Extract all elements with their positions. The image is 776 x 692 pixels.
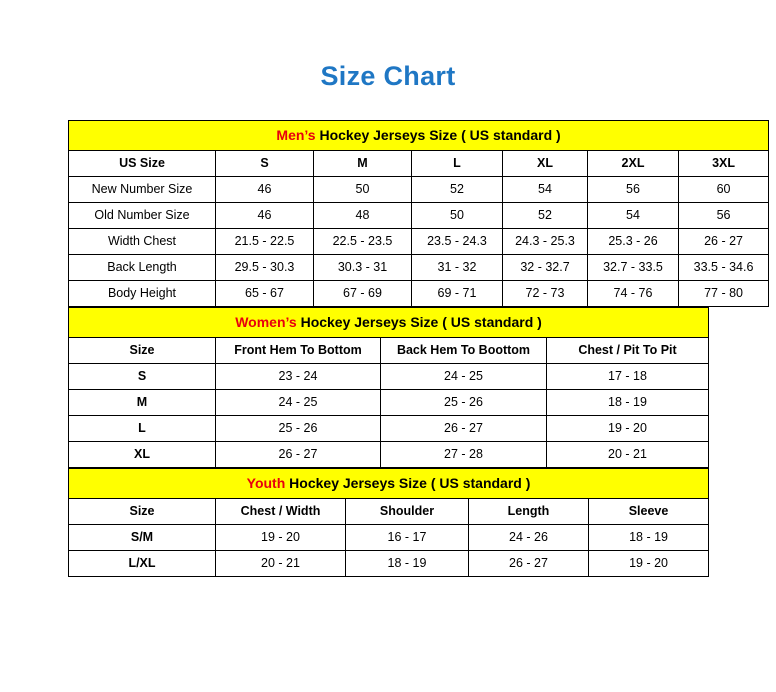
youth-col-4: Sleeve: [589, 498, 709, 524]
womens-section-header-row: [69, 307, 709, 337]
mens-row-2-label: Width Chest: [69, 228, 216, 254]
mens-row-3-cell-0: 29.5 - 30.3: [216, 254, 314, 280]
mens-row-1-cell-0: 46: [216, 202, 314, 228]
table-row: [69, 524, 709, 550]
mens-row-2-cell-0: 21.5 - 22.5: [216, 228, 314, 254]
mens-size-table: [68, 120, 769, 307]
womens-col-2: Back Hem To Boottom: [381, 337, 547, 363]
mens-section-header-rest: Hockey Jerseys Size ( US standard ): [315, 127, 561, 144]
womens-size-table: [68, 307, 709, 468]
mens-row-1-cell-5: 56: [679, 202, 769, 228]
youth-col-1: Chest / Width: [216, 498, 346, 524]
mens-row-0-cell-0: 46: [216, 176, 314, 202]
youth-col-2: Shoulder: [346, 498, 469, 524]
youth-row-1-cell-2: 26 - 27: [469, 550, 589, 576]
womens-row-2-cell-2: 19 - 20: [547, 415, 709, 441]
youth-row-1-cell-3: 19 - 20: [589, 550, 709, 576]
mens-row-2-cell-3: 24.3 - 25.3: [503, 228, 588, 254]
mens-col-2: M: [314, 150, 412, 176]
womens-col-0: Size: [69, 337, 216, 363]
womens-row-2-cell-1: 26 - 27: [381, 415, 547, 441]
mens-row-4-cell-1: 67 - 69: [314, 280, 412, 306]
youth-row-0-cell-1: 16 - 17: [346, 524, 469, 550]
womens-row-2-cell-0: 25 - 26: [216, 415, 381, 441]
mens-section-header-accent: Men’s: [276, 127, 316, 144]
womens-row-3-cell-0: 26 - 27: [216, 441, 381, 467]
mens-row-3-cell-1: 30.3 - 31: [314, 254, 412, 280]
womens-row-0-label: S: [69, 363, 216, 389]
mens-row-2-cell-1: 22.5 - 23.5: [314, 228, 412, 254]
mens-row-1-cell-3: 52: [503, 202, 588, 228]
youth-row-0-cell-2: 24 - 26: [469, 524, 589, 550]
mens-row-2-cell-2: 23.5 - 24.3: [412, 228, 503, 254]
mens-col-5: 2XL: [588, 150, 679, 176]
womens-section-header-accent: Women’s: [235, 314, 297, 331]
mens-row-0-cell-4: 56: [588, 176, 679, 202]
womens-section-header: [69, 307, 709, 337]
womens-row-3-cell-1: 27 - 28: [381, 441, 547, 467]
table-row: [69, 550, 709, 576]
mens-row-4-cell-0: 65 - 67: [216, 280, 314, 306]
mens-col-3: L: [412, 150, 503, 176]
mens-col-6: 3XL: [679, 150, 769, 176]
womens-col-3: Chest / Pit To Pit: [547, 337, 709, 363]
mens-column-header-row: [69, 150, 769, 176]
youth-section-header: [69, 468, 709, 498]
youth-section-header-rest: Hockey Jerseys Size ( US standard ): [285, 475, 531, 492]
mens-row-0-cell-2: 52: [412, 176, 503, 202]
mens-row-4-cell-5: 77 - 80: [679, 280, 769, 306]
mens-row-4-label: Body Height: [69, 280, 216, 306]
mens-row-4-cell-4: 74 - 76: [588, 280, 679, 306]
womens-row-1-label: M: [69, 389, 216, 415]
mens-row-3-cell-3: 32 - 32.7: [503, 254, 588, 280]
womens-row-3-label: XL: [69, 441, 216, 467]
womens-row-3-cell-2: 20 - 21: [547, 441, 709, 467]
tables-container: [68, 92, 754, 577]
mens-row-1-label: Old Number Size: [69, 202, 216, 228]
youth-row-1-cell-0: 20 - 21: [216, 550, 346, 576]
womens-row-1-cell-1: 25 - 26: [381, 389, 547, 415]
table-row: [69, 415, 709, 441]
womens-row-0-cell-0: 23 - 24: [216, 363, 381, 389]
mens-col-1: S: [216, 150, 314, 176]
mens-col-4: XL: [503, 150, 588, 176]
mens-row-3-cell-4: 32.7 - 33.5: [588, 254, 679, 280]
table-row: [69, 389, 709, 415]
page-title: Size Chart: [320, 61, 456, 91]
youth-row-0-label: S/M: [69, 524, 216, 550]
womens-row-1-cell-0: 24 - 25: [216, 389, 381, 415]
mens-row-1-cell-4: 54: [588, 202, 679, 228]
womens-row-1-cell-2: 18 - 19: [547, 389, 709, 415]
mens-col-0: US Size: [69, 150, 216, 176]
youth-col-3: Length: [469, 498, 589, 524]
mens-row-1-cell-1: 48: [314, 202, 412, 228]
womens-col-1: Front Hem To Bottom: [216, 337, 381, 363]
womens-row-0-cell-1: 24 - 25: [381, 363, 547, 389]
table-row: [69, 176, 769, 202]
mens-row-0-cell-5: 60: [679, 176, 769, 202]
table-row: [69, 363, 709, 389]
mens-row-4-cell-2: 69 - 71: [412, 280, 503, 306]
table-row: [69, 280, 769, 306]
table-row: [69, 202, 769, 228]
mens-row-3-label: Back Length: [69, 254, 216, 280]
youth-col-0: Size: [69, 498, 216, 524]
mens-row-1-cell-2: 50: [412, 202, 503, 228]
womens-row-0-cell-2: 17 - 18: [547, 363, 709, 389]
mens-row-2-cell-5: 26 - 27: [679, 228, 769, 254]
womens-section-header-rest: Hockey Jerseys Size ( US standard ): [296, 314, 542, 331]
mens-row-4-cell-3: 72 - 73: [503, 280, 588, 306]
table-row: [69, 228, 769, 254]
mens-row-0-cell-3: 54: [503, 176, 588, 202]
mens-row-0-cell-1: 50: [314, 176, 412, 202]
youth-section-header-row: [69, 468, 709, 498]
mens-section-header-row: [69, 120, 769, 150]
womens-row-2-label: L: [69, 415, 216, 441]
youth-row-1-label: L/XL: [69, 550, 216, 576]
table-row: [69, 441, 709, 467]
mens-row-3-cell-2: 31 - 32: [412, 254, 503, 280]
mens-row-2-cell-4: 25.3 - 26: [588, 228, 679, 254]
mens-section-header: [69, 120, 769, 150]
youth-column-header-row: [69, 498, 709, 524]
mens-row-0-label: New Number Size: [69, 176, 216, 202]
table-row: [69, 254, 769, 280]
youth-section-header-accent: Youth: [246, 475, 286, 492]
youth-row-1-cell-1: 18 - 19: [346, 550, 469, 576]
youth-size-table: [68, 468, 709, 577]
youth-row-0-cell-0: 19 - 20: [216, 524, 346, 550]
mens-row-3-cell-5: 33.5 - 34.6: [679, 254, 769, 280]
youth-row-0-cell-3: 18 - 19: [589, 524, 709, 550]
womens-column-header-row: [69, 337, 709, 363]
